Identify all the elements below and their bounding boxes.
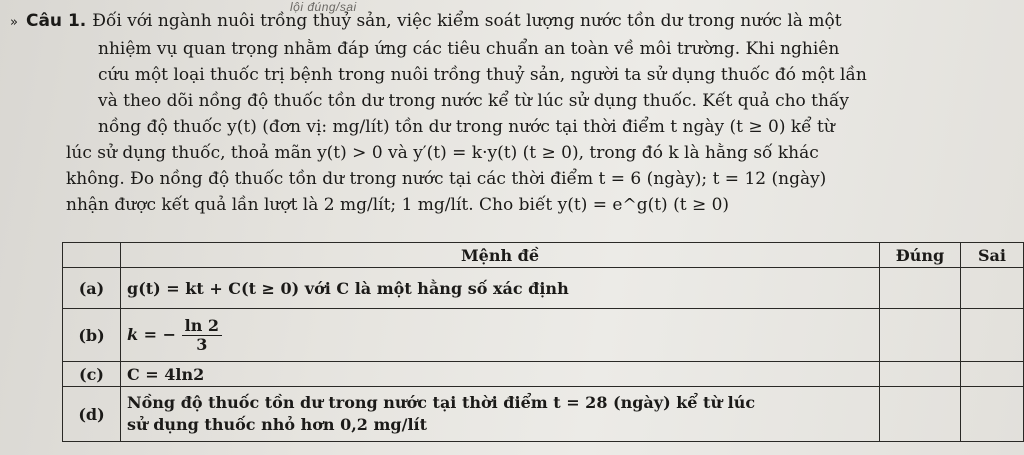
question-line-2: nhiệm vụ quan trọng nhằm đáp ứng các tiêu chuẩn an toàn về môi trường. Khi nghiên — [98, 39, 840, 59]
header-strip: lội đúng/sai — [290, 0, 357, 14]
header-true: Đúng — [880, 243, 961, 268]
table-header-row — [63, 243, 1024, 268]
true-cell-d[interactable] — [880, 387, 961, 442]
true-cell-c[interactable] — [880, 362, 961, 387]
question-line-4: và theo dõi nồng độ thuốc tồn dư trong nước kể từ lúc sử dụng thuốc. Kết quả cho thấy — [98, 91, 849, 111]
statement-a: g(t) = kt + C(t ≥ 0) với C là một hằng số xác định — [121, 268, 880, 309]
false-cell-c[interactable] — [961, 362, 1024, 387]
statement-c: C = 4ln2 — [121, 362, 880, 387]
question-block — [0, 8, 1010, 218]
row-label-b: (b) — [63, 309, 121, 362]
question-line-1 — [0, 8, 1010, 36]
table-row — [63, 387, 1024, 442]
statement-d-line-2: sử dụng thuốc nhỏ hơn 0,2 mg/lít — [127, 415, 427, 434]
statement-d — [121, 387, 880, 442]
question-line-7: không. Đo nồng độ thuốc tồn dư trong nước tại các thời điểm t = 6 (ngày); t = 12 (ngày) — [66, 169, 827, 189]
header-label-cell — [63, 243, 121, 268]
fraction — [182, 317, 222, 354]
false-cell-d[interactable] — [961, 387, 1024, 442]
header-statement: Mệnh đề — [121, 243, 880, 268]
statement-b-prefix: k = − — [127, 324, 177, 344]
fraction-numerator: ln 2 — [182, 317, 222, 336]
fraction-denominator: 3 — [196, 334, 208, 354]
row-label-d: (d) — [63, 387, 121, 442]
question-line-3: cứu một loại thuốc trị bệnh trong nuôi trồng thuỷ sản, người ta sử dụng thuốc đó một lần — [98, 65, 867, 85]
header-false: Sai — [961, 243, 1024, 268]
table-row — [63, 309, 1024, 362]
question-text-1: Đối với ngành nuôi trồng thuỷ sản, việc kiểm soát lượng nước tồn dư trong nước là một — [92, 11, 842, 31]
question-line-5: nồng độ thuốc y(t) (đơn vị: mg/lít) tồn dư trong nước tại thời điểm t ngày (t ≥ 0) kể từ — [98, 117, 835, 137]
question-line-8: nhận được kết quả lần lượt là 2 mg/lít; 1 mg/lít. Cho biết y(t) = e^g(t) (t ≥ 0) — [66, 195, 730, 215]
question-line-6: lúc sử dụng thuốc, thoả mãn y(t) > 0 và y′(t) = k·y(t) (t ≥ 0), trong đó k là hằng số khác — [66, 143, 819, 163]
statements-table — [62, 242, 1024, 442]
table-row — [63, 362, 1024, 387]
false-cell-b[interactable] — [961, 309, 1024, 362]
statement-b — [121, 309, 880, 362]
question-marker: » — [10, 15, 18, 30]
question-label: Câu 1. — [25, 11, 87, 31]
true-cell-b[interactable] — [880, 309, 961, 362]
row-label-a: (a) — [63, 268, 121, 309]
false-cell-a[interactable] — [961, 268, 1024, 309]
table-row — [63, 268, 1024, 309]
statement-d-line-1: Nồng độ thuốc tồn dư trong nước tại thời điểm t = 28 (ngày) kể từ lúc — [127, 393, 756, 412]
row-label-c: (c) — [63, 362, 121, 387]
true-cell-a[interactable] — [880, 268, 961, 309]
